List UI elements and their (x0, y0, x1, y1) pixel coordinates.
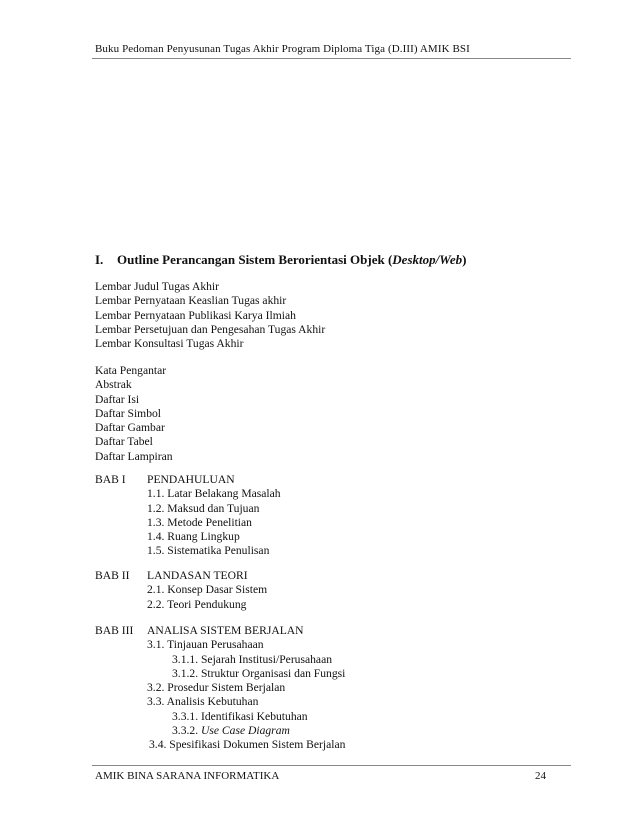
bab1-block (95, 473, 281, 559)
bab2-title: LANDASAN TEORI (147, 569, 248, 582)
section-number: I. (95, 252, 104, 267)
list-item: Daftar Simbol (95, 406, 162, 420)
paren-open: ( (384, 252, 393, 267)
bab3-block (95, 624, 345, 753)
footer-rule (92, 765, 571, 766)
list-item: 3.3.1. Identifikasi Kebutuhan (172, 709, 308, 723)
list-item: Daftar Gambar (95, 421, 165, 435)
bab2-block (95, 569, 267, 612)
list-item: Abstrak (95, 378, 132, 392)
list-item: 2.2. Teori Pendukung (147, 597, 247, 611)
front-pages-list (95, 280, 325, 351)
list-item: Lembar Konsultasi Tugas Akhir (95, 337, 244, 351)
list-item: 3.1.2. Struktur Organisasi dan Fungsi (172, 666, 346, 680)
bab3-title: ANALISA SISTEM BERJALAN (147, 624, 304, 637)
list-item: 3.2. Prosedur Sistem Berjalan (147, 681, 286, 695)
list-item (95, 724, 345, 738)
list-item: Daftar Lampiran (95, 449, 173, 463)
list-item: 3.1.1. Sejarah Institusi/Perusahaan (172, 652, 333, 666)
list-item: 1.5. Sistematika Penulisan (147, 544, 270, 558)
list-item: 2.1. Konsep Dasar Sistem (147, 583, 268, 597)
list-item: Lembar Persetujuan dan Pengesahan Tugas Akhir (95, 322, 326, 336)
list-item: 1.3. Metode Penelitian (147, 515, 252, 529)
section-title (95, 252, 466, 268)
list-item: Lembar Judul Tugas Akhir (95, 280, 219, 293)
list-item: Daftar Isi (95, 392, 140, 406)
list-item: 3.4. Spesifikasi Dokumen Sistem Berjalan (149, 738, 346, 752)
item-italic-text: Use Case Diagram (200, 724, 290, 738)
bab3-code: BAB III (95, 624, 134, 637)
list-item: Lembar Pernyataan Publikasi Karya Ilmiah (95, 308, 296, 322)
list-item: 1.2. Maksud dan Tujuan (147, 501, 260, 515)
list-item: Daftar Tabel (95, 435, 153, 449)
section-title-text: Outline Perancangan Sistem Berorientasi Objek (117, 252, 385, 267)
list-item: Kata Pengantar (95, 364, 167, 377)
paren-close: ) (462, 252, 467, 267)
bab2-code: BAB II (95, 569, 130, 582)
list-item: 3.1. Tinjauan Perusahaan (147, 638, 264, 652)
lists-block (95, 364, 173, 464)
page-number: 24 (535, 770, 546, 782)
item-number: 3.3.2. (172, 724, 201, 738)
page-header: Buku Pedoman Penyusunan Tugas Akhir Program Diploma Tiga (D.III) AMIK BSI (95, 43, 470, 55)
section-title-italic: Desktop/Web (392, 252, 463, 267)
bab1-title: PENDAHULUAN (147, 473, 235, 486)
header-rule (92, 58, 571, 59)
list-item: 3.3. Analisis Kebutuhan (147, 695, 259, 709)
list-item: 1.1. Latar Belakang Masalah (147, 487, 281, 501)
list-item: 1.4. Ruang Lingkup (147, 530, 240, 544)
footer-institution: AMIK BINA SARANA INFORMATIKA (95, 770, 280, 782)
list-item: Lembar Pernyataan Keaslian Tugas akhir (95, 294, 287, 308)
bab1-code: BAB I (95, 473, 126, 486)
